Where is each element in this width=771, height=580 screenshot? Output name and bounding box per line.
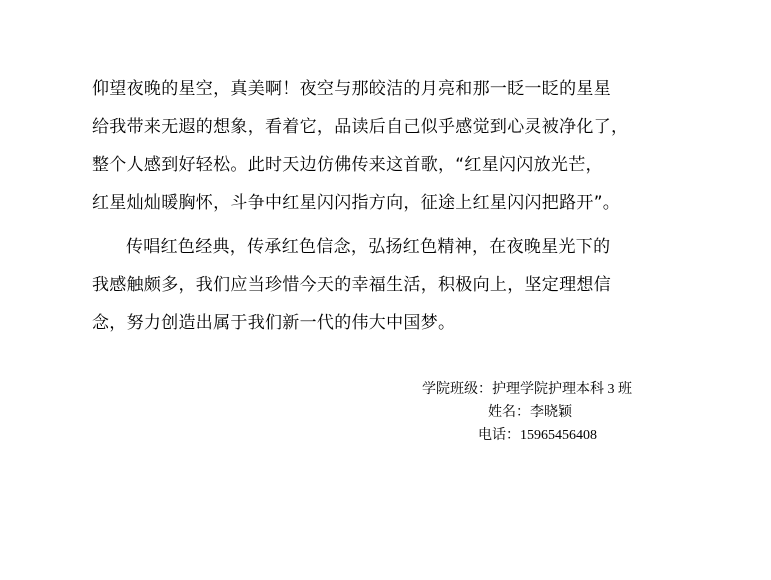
paragraph-line: 我感触颇多，我们应当珍惜今天的幸福生活，积极向上，坚定理想信 [92, 275, 611, 295]
paragraph-line: 仰望夜晚的星空，真美啊！夜空与那皎洁的月亮和那一眨一眨的星星 [92, 79, 611, 99]
signature-college: 学院班级：护理学院护理本科 3 班 [422, 382, 632, 397]
signature-name: 姓名：李晓颖 [488, 405, 572, 420]
signature-block [400, 378, 660, 447]
essay-body [92, 70, 662, 342]
paragraph-2 [92, 228, 662, 342]
signature-phone: 电话：15965456408 [478, 428, 597, 443]
paragraph-line: 传唱红色经典，传承红色信念，弘扬红色精神，在夜晚星光下的 [126, 237, 611, 257]
paragraph-line: 整个人感到好轻松。此时天边仿佛传来这首歌，“红星闪闪放光芒， [92, 155, 603, 175]
paragraph-line: 红星灿灿暖胸怀，斗争中红星闪闪指方向，征途上红星闪闪把路开”。 [92, 193, 621, 213]
paragraph-line: 给我带来无遐的想象，看着它，品读后自己似乎感觉到心灵被净化了， [92, 117, 629, 137]
paragraph-1 [92, 70, 662, 222]
paragraph-line: 念，努力创造出属于我们新一代的伟大中国梦。 [92, 313, 456, 333]
